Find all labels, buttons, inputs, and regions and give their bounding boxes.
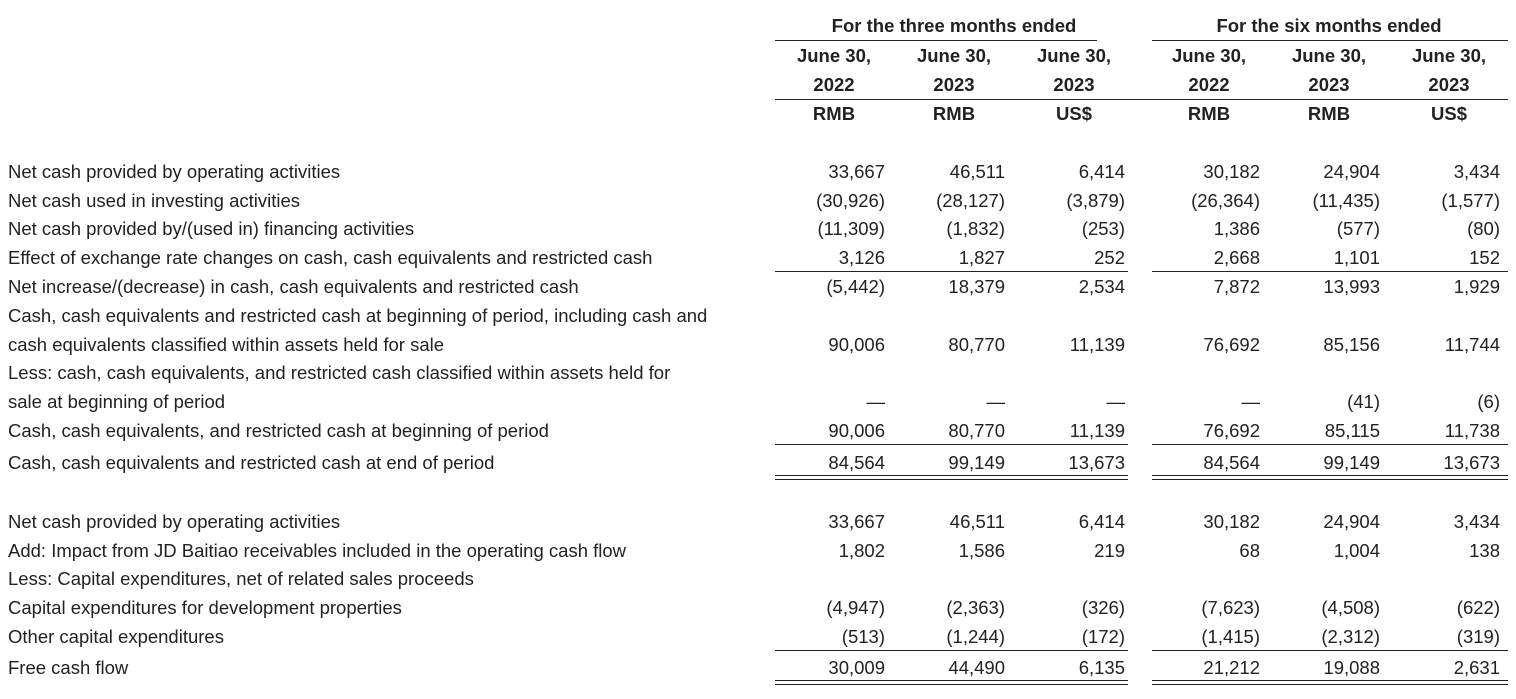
cell-value: 13,673	[1443, 452, 1500, 473]
cell-value: 46,511	[949, 161, 1005, 182]
row-label: Less: cash, cash equivalents, and restricted cash classified within assets held for	[8, 362, 671, 383]
cell-value: 85,115	[1324, 420, 1380, 441]
row-label: Net cash provided by operating activities	[8, 511, 341, 532]
column-header-year: 2023	[933, 74, 975, 95]
cell-value: 1,386	[1213, 218, 1260, 239]
column-header-year: 2023	[1428, 74, 1470, 95]
column-header-currency: US$	[1056, 103, 1092, 124]
row-label: Capital expenditures for development properties	[8, 597, 402, 618]
row-label: cash equivalents classified within assets held for sale	[8, 334, 445, 355]
cell-value: 1,101	[1333, 247, 1380, 268]
total-double-rule	[1152, 475, 1508, 476]
column-header-currency: RMB	[812, 103, 856, 124]
row-label: Less: Capital expenditures, net of related sales proceeds	[8, 568, 474, 589]
subtotal-rule	[1152, 271, 1508, 272]
cell-value: (3,879)	[1066, 190, 1125, 211]
row-label: sale at beginning of period	[8, 391, 226, 412]
cell-value: 1,004	[1333, 540, 1380, 561]
column-header-currency: US$	[1431, 103, 1467, 124]
cell-value: (2,363)	[946, 597, 1005, 618]
cell-value: 76,692	[1203, 334, 1260, 355]
cell-value: (6)	[1477, 391, 1500, 412]
cell-value: 2,668	[1213, 247, 1260, 268]
row-label: Add: Impact from JD Baitiao receivables included in the operating cash flow	[8, 540, 627, 561]
cell-value: 68	[1239, 540, 1260, 561]
cell-value: 80,770	[948, 420, 1005, 441]
column-header-date: June 30,	[796, 45, 872, 66]
cell-value: 85,156	[1323, 334, 1380, 355]
cell-value: 252	[1094, 247, 1125, 268]
cell-value: 2,631	[1453, 657, 1500, 678]
row-label: Net cash used in investing activities	[8, 190, 301, 211]
row-label: Net increase/(decrease) in cash, cash equivalents and restricted cash	[8, 276, 579, 297]
cell-value: (80)	[1467, 218, 1500, 239]
cell-value: (622)	[1456, 597, 1500, 618]
cell-value: 11,139	[1069, 334, 1125, 355]
cell-value: 99,149	[948, 452, 1005, 473]
column-header-date: June 30,	[1171, 45, 1247, 66]
cell-value: 1,802	[838, 540, 885, 561]
cell-value: 30,009	[828, 657, 885, 678]
cell-value: 11,744	[1444, 334, 1500, 355]
cell-value: 33,667	[828, 511, 885, 532]
cell-value: 90,006	[828, 420, 885, 441]
cell-value: 30,182	[1203, 161, 1260, 182]
cell-value: 33,667	[828, 161, 885, 182]
subtotal-rule	[1152, 650, 1508, 651]
total-double-rule	[1152, 684, 1508, 685]
cell-value: 84,564	[828, 452, 885, 473]
row-label: Net cash provided by/(used in) financing activities	[8, 218, 415, 239]
cell-value: 2,534	[1078, 276, 1125, 297]
column-header-currency: RMB	[1307, 103, 1351, 124]
cell-value: 21,212	[1203, 657, 1260, 678]
cell-value: 76,692	[1203, 420, 1260, 441]
cell-value: (1,832)	[946, 218, 1005, 239]
cell-value: (2,312)	[1321, 626, 1380, 647]
column-header-year: 2023	[1308, 74, 1350, 95]
cell-value: 219	[1094, 540, 1125, 561]
cell-value: (172)	[1081, 626, 1125, 647]
row-label: Effect of exchange rate changes on cash, cash equivalents and restricted cash	[8, 247, 653, 268]
cell-value: (4,508)	[1321, 597, 1380, 618]
cell-value: 6,414	[1078, 511, 1125, 532]
column-header-currency: RMB	[932, 103, 976, 124]
cell-value: (513)	[841, 626, 885, 647]
cell-value: 7,872	[1213, 276, 1260, 297]
column-header-date: June 30,	[916, 45, 992, 66]
cell-value: (5,442)	[826, 276, 885, 297]
cell-value: 11,738	[1444, 420, 1500, 441]
cell-value: (30,926)	[816, 190, 885, 211]
row-label: Cash, cash equivalents, and restricted cash at beginning of period	[8, 420, 549, 441]
column-header-date: June 30,	[1036, 45, 1112, 66]
total-double-rule	[775, 479, 1128, 480]
cell-value: —	[986, 391, 1005, 412]
cell-value: 1,586	[958, 540, 1005, 561]
cell-value: 138	[1469, 540, 1500, 561]
column-header-year: 2022	[813, 74, 855, 95]
cell-value: (253)	[1081, 218, 1125, 239]
column-header-year: 2022	[1188, 74, 1230, 95]
cell-value: —	[1241, 391, 1260, 412]
period-group-title: For the three months ended	[831, 15, 1077, 36]
cell-value: (1,244)	[946, 626, 1005, 647]
cell-value: 24,904	[1323, 161, 1380, 182]
column-header-currency: RMB	[1187, 103, 1231, 124]
cell-value: —	[866, 391, 885, 412]
cell-value: (326)	[1081, 597, 1125, 618]
subtotal-rule	[775, 271, 1128, 272]
row-label: Net cash provided by operating activities	[8, 161, 341, 182]
cell-value: 13,673	[1068, 452, 1125, 473]
cell-value: 30,182	[1203, 511, 1260, 532]
cell-value: 44,490	[948, 657, 1005, 678]
cell-value: 90,006	[828, 334, 885, 355]
cell-value: 152	[1469, 247, 1500, 268]
cell-value: 80,770	[948, 334, 1005, 355]
cell-value: 3,434	[1453, 511, 1500, 532]
cell-value: (577)	[1336, 218, 1380, 239]
cell-value: 3,434	[1453, 161, 1500, 182]
total-double-rule	[1152, 680, 1508, 681]
cell-value: (11,309)	[817, 218, 885, 239]
subtotal-rule	[775, 650, 1128, 651]
subtotal-rule	[1152, 444, 1508, 445]
cell-value: (7,623)	[1201, 597, 1260, 618]
cell-value: 1,929	[1453, 276, 1500, 297]
cell-value: —	[1106, 391, 1125, 412]
cell-value: 3,126	[838, 247, 885, 268]
row-label: Cash, cash equivalents and restricted cash at end of period	[8, 452, 495, 473]
cell-value: 1,827	[958, 247, 1005, 268]
cell-value: (1,415)	[1201, 626, 1260, 647]
cell-value: 11,139	[1069, 420, 1125, 441]
subtotal-rule	[775, 444, 1128, 445]
cell-value: 19,088	[1323, 657, 1380, 678]
column-header-date: June 30,	[1291, 45, 1367, 66]
cell-value: 99,149	[1323, 452, 1380, 473]
cell-value: (26,364)	[1191, 190, 1260, 211]
cell-value: 6,135	[1078, 657, 1125, 678]
row-label: Cash, cash equivalents and restricted cash at beginning of period, including cash and	[8, 305, 708, 326]
cell-value: (11,435)	[1312, 190, 1380, 211]
total-double-rule	[775, 475, 1128, 476]
cell-value: 18,379	[948, 276, 1005, 297]
period-group-title: For the six months ended	[1216, 15, 1442, 36]
cell-value: (28,127)	[936, 190, 1005, 211]
cell-value: 13,993	[1323, 276, 1380, 297]
column-header-date: June 30,	[1411, 45, 1487, 66]
total-double-rule	[775, 684, 1128, 685]
row-label: Free cash flow	[8, 657, 129, 678]
cell-value: (1,577)	[1441, 190, 1500, 211]
cell-value: 84,564	[1203, 452, 1260, 473]
cell-value: (41)	[1347, 391, 1380, 412]
cell-value: (4,947)	[826, 597, 885, 618]
cell-value: (319)	[1456, 626, 1500, 647]
column-header-year: 2023	[1053, 74, 1095, 95]
cell-value: 46,511	[949, 511, 1005, 532]
cell-value: 24,904	[1323, 511, 1380, 532]
row-label: Other capital expenditures	[8, 626, 224, 647]
cell-value: 6,414	[1078, 161, 1125, 182]
total-double-rule	[1152, 479, 1508, 480]
total-double-rule	[775, 680, 1128, 681]
